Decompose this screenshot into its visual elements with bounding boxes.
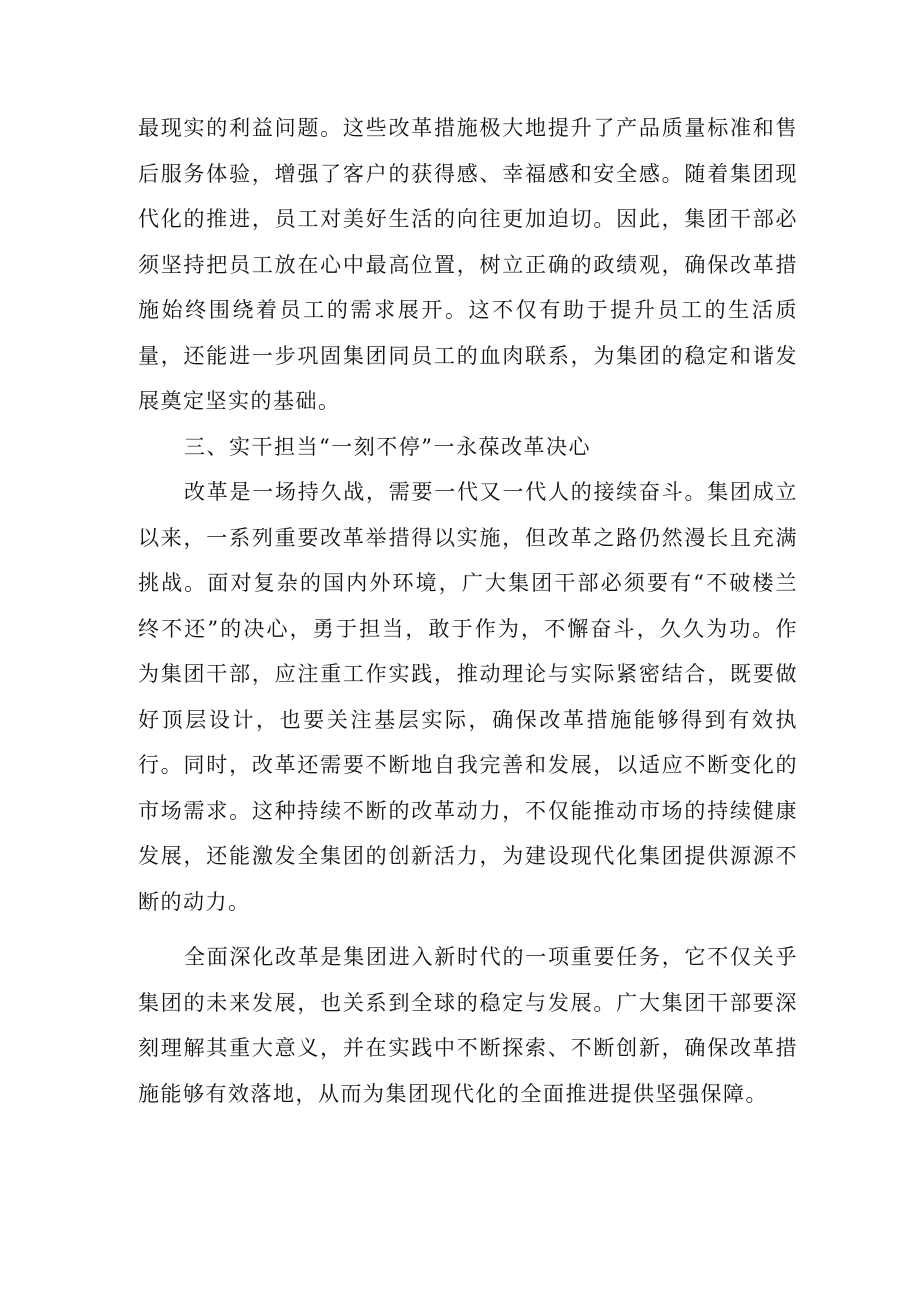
paragraph: 全面深化改革是集团进入新时代的一项重要任务，它不仅关乎集团的未来发展，也关系到全球的稳定与发展。广大集团干部要深刻理解其重大意义，并在实践中不断探索、不断创新，确保改革措施能够有效落地，从而为集团现代化的全面推进提供坚强保障。 xyxy=(138,945,798,1106)
paragraph-continued: 最现实的利益问题。这些改革措施极大地提升了产品质量标准和售后服务体验，增强了客户的获得感、幸福感和安全感。随着集团现代化的推进，员工对美好生活的向往更加迫切。因此，集团干部必须坚持把员工放在心中最高位置，树立正确的政绩观，确保改革措施始终围绕着员工的需求展开。这不仅有助于提升员工的生活质量，还能进一步巩固集团同员工的血肉联系，为集团的稳定和谐发展奠定坚实的基础。 xyxy=(138,116,798,413)
section-heading: 三、实干担当“一刻不停”一永葆改革决心 xyxy=(184,434,591,459)
document-body xyxy=(138,106,798,1117)
paragraph: 改革是一场持久战，需要一代又一代人的接续奋斗。集团成立以来，一系列重要改革举措得以实施，但改革之路仍然漫长且充满挑战。面对复杂的国内外环境，广大集团干部必须要有“不破楼兰终不还”的决心，勇于担当，敢于作为，不懈奋斗，久久为功。作为集团干部，应注重工作实践，推动理论与实际紧密结合，既要做好顶层设计，也要关注基层实际，确保改革措施能够得到有效执行。同时，改革还需要不断地自我完善和发展，以适应不断变化的市场需求。这种持续不断的改革动力，不仅能推动市场的持续健康发展，还能激发全集团的创新活力，为建设现代化集团提供源源不断的动力。 xyxy=(138,480,798,914)
